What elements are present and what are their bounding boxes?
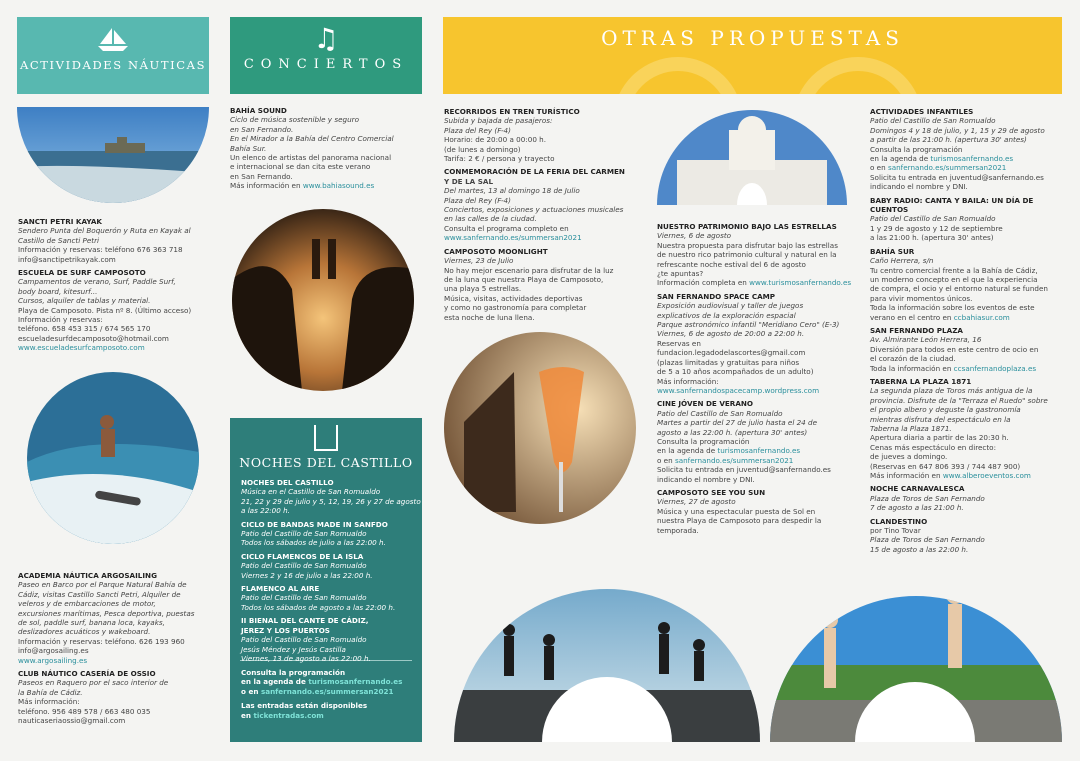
text-line [870,154,1070,163]
link[interactable]: turismosanfernando.es [930,154,1014,164]
conciertos-header [230,17,422,94]
text-line: teléfono. 956 489 578 / 663 480 035 [18,706,151,716]
event-block [870,326,1070,373]
link[interactable]: www.sanfernando.es/summersan2021 [444,233,582,243]
text-line: Consulta la programación [241,668,346,677]
event-block [870,377,1070,480]
text-line: JEREZ Y LOS PUERTOS [241,625,330,635]
text-line: No hay mejor escenario para disfrutar de la luz [444,265,614,275]
text-line: Información y reservas: [18,315,103,325]
event-block [870,196,1070,243]
text-line: provincia. Disfrute de la "Terraza el Ruedo" sobre [870,395,1048,405]
text-line: veleros y de embarcaciones de motor, [18,599,156,609]
link[interactable]: www.argosailing.es [18,655,88,665]
text-line [241,687,421,696]
text-line: Cádiz, visitas Castillo Sancti Petri, Alquiler de [18,589,181,599]
text-line: Información y reservas: teléfono 676 363 718 [18,245,183,255]
text-line [230,181,426,190]
event-title: CICLO FLAMENCOS DE LA ISLA [241,551,364,561]
text-line: de sol, paddle surf, banana loca, kayaks, [18,618,165,628]
text-line: (Reservas en 647 806 393 / 744 487 900) [870,461,1021,471]
event-block [444,247,644,322]
decorative-arc [793,57,923,94]
text-line: Todos los sábados de agosto a las 22:00 h. [241,602,396,612]
event-title: TABERNA LA PLAZA 1871 [870,376,972,386]
line-label: en la agenda de [657,446,718,456]
event-title: NOCHE CARNAVALESCA [870,484,965,494]
line-label: en la agenda de [870,154,931,164]
text-line: Caño Herrera, s/n [870,256,934,266]
text-line: por Tino Tovar [870,526,921,536]
link[interactable]: www.bahiasound.es [302,181,375,191]
text-line: Parque astronómico infantil "Meridiano Cero" (E-3) [657,320,840,330]
text-line: body board, kitesurf... [18,286,98,296]
line-label: o en [657,455,675,465]
toast-sunset-photo [232,209,414,391]
event-block [870,517,1070,555]
link[interactable]: www.turismosanfernando.es [749,278,852,288]
event-title: ACADEMIA NÁUTICA ARGOSAILING [18,571,157,580]
event-block [444,107,644,163]
text-line: excursiones marítimas, Pesca deportiva, puestas [18,608,195,618]
text-line: Viernes, 6 de agosto [657,231,732,241]
text-line: la Bahía de Cádiz. [18,687,83,697]
link[interactable]: turismosanfernando.es [308,677,403,687]
nauticas-list [18,217,214,357]
link[interactable]: ccsanfernandoplaza.es [953,363,1037,373]
text-line: Plaza de Toros de San Fernando [870,535,985,545]
event-title: SAN FERNANDO SPACE CAMP [657,291,776,301]
text-line: Información y reservas: teléfono. 626 193 960 [18,636,185,646]
text-line: Un elenco de artistas del panorama nacional [230,153,392,163]
text-line: agosto a las 22:00 h. (apertura 30' antes) [657,427,808,437]
event-title: CINE JÓVEN DE VERANO [657,399,754,409]
surfer-photo [27,372,199,544]
line-label: en [241,710,254,720]
text-line: 21, 22 y 29 de julio y 5, 12, 19, 26 y 27 de agosto [241,496,421,506]
event-block [870,247,1070,322]
event-block [241,616,421,663]
text-line: de la luna que nuestra Playa de Camposoto, [444,274,604,284]
text-line: Patio del Castillo de San Romualdo [657,408,783,418]
text-line: Plaza de Toros de San Fernando [870,493,985,503]
text-line [870,313,1070,322]
text-line: 7 de agosto a las 21:00 h. [870,503,964,513]
line-label: Más información en [870,471,943,481]
castle-sea-photo [17,107,209,203]
text-line: Viernes, 6 de agosto de 20:00 a 22:00 h. [657,329,805,339]
decorative-arc [613,57,743,94]
line-label: o en [241,686,261,696]
text-line: En el Mirador a la Bahía del Centro Comercial [230,134,394,144]
text-line: de nuestro rico patrimonio cultural y natural en la [657,250,837,260]
text-line: Conciertos, exposiciones y actuaciones musicales [444,205,624,215]
text-line: info@sanctipetrikayak.com [18,254,116,264]
text-line: fundacion.legadodelascortes@gmail.com [657,348,806,358]
line-label: o en [870,163,888,173]
otras-header [443,17,1062,94]
text-line: Patio del Castillo de San Romualdo [241,593,367,603]
event-title: CAMPOSOTO MOONLIGHT [444,246,548,256]
text-line: Ciclo de música sostenible y seguro [230,115,359,125]
link[interactable]: sanfernando.es/summersan2021 [674,455,794,465]
text-line: Plaza del Rey (F-4) [444,125,511,135]
text-line: en San Fernando. [230,171,293,181]
text-line: ¿te apuntas? [657,269,704,279]
noches-list [241,478,421,667]
text-line: indicando el nombre y DNI. [657,474,755,484]
text-line: Jesús Méndez y Jesús Castilla [241,644,346,654]
link[interactable]: www.escueladesurfcamposoto.com [18,343,145,353]
text-line: Más información: [657,376,719,386]
event-block [241,584,421,612]
conciertos-title: CONCIERTOS [243,57,409,72]
text-line: Martes a partir del 27 de julio hasta el 24 de [657,418,818,428]
otras-list-2 [657,222,862,539]
text-line: Consulta la programación [870,144,963,154]
text-line: Viernes, 27 de agosto [657,497,736,507]
text-line [870,163,1070,172]
text-line: Taberna la Plaza 1871. [870,424,952,433]
text-line: Patio del Castillo de San Romualdo [241,529,367,539]
text-line: (plazas limitadas y gratuitas para niños [657,357,800,367]
text-line: Paseos en Raquero por el saco interior de [18,678,169,688]
text-line: Horario: de 20:00 a 00:00 h. [444,135,547,145]
link[interactable]: www.sanfernandospacecamp.wordpress.com [657,385,820,395]
text-line: en las calles de la ciudad. [444,214,537,224]
text-line: 1 y 29 de agosto y 12 de septiembre [870,223,1003,233]
otras-title: OTRAS PROPUESTAS [601,26,904,50]
event-block [241,520,421,548]
noches-title: NOCHES DEL CASTILLO [239,455,413,470]
line-label: en la agenda de [241,677,309,687]
text-line: refrescante noche estival del 6 de agosto [657,259,806,269]
text-line: Cursos, alquiler de tablas y material. [18,296,151,306]
text-line: Nuestra propuesta para disfrutar bajo las estrellas [657,240,838,250]
text-line: Subida y bajada de pasajeros: [444,116,553,126]
event-title: NOCHES DEL CASTILLO [241,478,334,487]
text-line: Av. Almirante León Herrera, 16 [870,335,982,345]
otras-list-1 [444,107,644,326]
text-line: un moderno concepto en el que la experiencia [870,274,1038,284]
event-block [18,268,214,353]
text-line [870,471,1070,480]
text-line [657,278,862,287]
text-line: Reservas en [657,338,701,348]
text-line: Consulta el programa completo en [444,223,569,233]
line-label: Información completa en [657,278,750,288]
text-line: Toda la información sobre los eventos de este [870,303,1035,313]
text-line: teléfono. 658 453 315 / 674 565 170 [18,324,151,334]
text-line: escueladesurfdecamposoto@hotmail.com [18,333,169,343]
skaters-photo [770,570,1062,742]
text-line: Y DE LA SAL [444,176,494,186]
text-line: Todos los sábados de julio a las 22:00 h. [241,538,386,548]
text-line: Viernes, 13 de agosto a las 22:00 h. [241,653,371,663]
event-block [18,571,214,665]
text-line: Más información: [18,697,80,707]
text-line: Paseo en Barco por el Parque Natural Bahía de [18,580,187,590]
text-line: info@argosailing.es [18,646,89,656]
text-line [241,711,421,720]
otras-list-3 [870,107,1070,558]
text-line: indicando el nombre y DNI. [870,182,968,192]
event-title: FLAMENCO AL AIRE [241,584,320,594]
text-line: Apertura diaria a partir de las 20:30 h. [870,433,1009,443]
link[interactable]: tickentradas.com [253,710,324,720]
text-line: a las 21:00 h. (apertura 30' antes) [870,233,994,243]
text-line: una playa 5 estrellas. [444,284,522,294]
event-title: ACTIVIDADES INFANTILES [870,107,974,116]
text-line: Patio del Castillo de San Romualdo [870,116,996,126]
event-title: RECORRIDOS EN TREN TURÍSTICO [444,107,580,116]
noches-footer [241,668,421,720]
link[interactable]: www.alberoeventos.com [942,471,1031,481]
cyclists-photo [454,570,760,742]
line-label: Toda la información en [870,363,954,373]
text-line: Patio del Castillo de San Romualdo [241,635,367,645]
text-line: deslizadores acuáticos y wakeboard. [18,627,151,637]
event-title: ESCUELA DE SURF CAMPOSOTO [18,268,146,278]
event-title: SAN FERNANDO PLAZA [870,325,963,335]
event-block [657,488,862,535]
event-title: II BIENAL DEL CANTE DE CÁDIZ, [241,616,369,626]
text-line: Viernes 2 y 16 de julio a las 22:00 h. [241,570,373,580]
event-title: CLANDESTINO [870,516,928,526]
text-line: Patio del Castillo de San Romualdo [241,561,367,571]
text-line: y como no gastronomía para completar [444,303,587,313]
event-block [657,292,862,395]
event-block [870,107,1070,192]
text-line: Las entradas están disponibles [241,701,368,711]
event-title: BABY RADIO: CANTA Y BAILA: UN DÍA DE CUENTOS [870,195,1034,215]
event-block [18,669,214,725]
text-line: temporada. [657,525,699,535]
text-line: nauticaseriaossio@gmail.com [18,716,126,726]
event-title: CLUB NÁUTICO CASERÍA DE OSSIO [18,669,156,679]
text-line: La segunda plaza de Toros más antigua de la [870,386,1033,396]
text-line [241,677,421,686]
text-line: en San Fernando. [230,124,294,134]
cocktail-photo [444,332,636,524]
text-line: para vivir momentos únicos. [870,293,973,303]
sailboat-icon [96,26,130,52]
text-line: Castillo de Sancti Petri [18,235,100,245]
text-line: Tu centro comercial frente a la Bahía de Cádiz, [870,265,1038,275]
castle-icon [314,425,338,451]
text-line: Música, visitas, actividades deportivas [444,293,583,303]
text-line [870,364,1070,373]
text-line: de 5 a 10 años acompañados de un adulto) [657,367,814,377]
text-line: Plaza del Rey (F-4) [444,195,511,205]
event-block [241,478,421,516]
event-block [657,222,862,288]
text-line: Solicita tu entrada en juventud@sanfernando.es [657,465,831,475]
text-line: explicativos de la exploración espacial [657,310,796,320]
text-line: Viernes, 23 de Julio [444,256,514,266]
nauticas-title: ACTIVIDADES NÁUTICAS [19,58,207,72]
text-line [657,446,862,455]
event-title: CAMPOSOTO SEE YOU SUN [657,487,766,497]
text-line: mientras disfruta del espectáculo en la [870,414,1011,424]
text-line: esta noche de luna llena. [444,312,535,322]
event-title: BAHÍA SUR [870,246,915,256]
text-line: Campamentos de verano, Surf, Paddle Surf, [18,277,176,287]
text-line: Cenas más espectáculo en directo: [870,442,997,452]
text-line: Consulta la programación [657,436,750,446]
text-line: Tarifa: 2 € / persona y trayecto [444,154,555,164]
event-block [444,167,644,242]
text-line: de jueves a domingo. [870,452,948,462]
link[interactable]: ccbahiasur.com [953,312,1010,322]
castle-gate-photo [657,110,847,205]
nauticas-header [17,17,209,94]
text-line: e internacional se dan cita este verano [230,162,371,172]
text-line: Playa de Camposoto. Pista nº 8. (Último acceso) [18,305,192,315]
event-block [870,484,1070,512]
event-block [657,399,862,484]
text-line: Domingos 4 y 18 de julio, y 1, 15 y 29 de agosto [870,125,1045,135]
text-line: de compra, el ocio y el entorno natural se funden [870,284,1048,294]
event-title: NUESTRO PATRIMONIO BAJO LAS ESTRELLAS [657,222,837,231]
text-line: Música en el Castillo de San Romualdo [241,487,381,497]
conciertos-list [230,106,426,195]
music-note-icon: ♫ [313,22,339,55]
text-line: Solicita tu entrada en juventud@sanfernando.es [870,172,1044,182]
event-block [241,552,421,580]
event-block [230,106,426,191]
text-line: el corazón de la ciudad. [870,354,956,364]
text-line: a partir de las 21:00 h. (apertura 30' antes) [870,135,1027,145]
text-line: Sendero Punta del Boquerón y Ruta en Kayak al [18,226,191,236]
text-line: Patio del Castillo de San Romualdo [870,214,996,224]
link[interactable]: turismosanfernando.es [717,446,801,456]
text-line: Bahía Sur. [230,143,267,153]
text-line: Música y una espectacular puesta de Sol en [657,506,816,516]
text-line: Del martes, 13 al domingo 18 de Julio [444,186,580,196]
text-line: nuestra Playa de Camposoto para despedir la [657,516,822,526]
text-line: (de lunes a domingo) [444,144,521,154]
event-title: BAHÍA SOUND [230,106,287,115]
line-label: Más información en [230,181,303,191]
text-line [657,456,862,465]
link[interactable]: sanfernando.es/summersan2021 [887,163,1007,173]
nauticas-list-2 [18,571,214,730]
text-line: a las 22:00 h. [241,506,290,516]
event-title: CONMEMORACIÓN DE LA FERIA DEL CARMEN [444,167,625,177]
text-line: Diversión para todos en este centro de ocio en [870,344,1039,354]
event-title: CICLO DE BANDAS MADE IN SANFDO [241,519,388,529]
text-line: Exposición audiovisual y taller de juegos [657,301,804,311]
text-line: el propio albero y deguste la gastronomía [870,405,1021,415]
text-line: 15 de agosto a las 22:00 h. [870,544,969,554]
event-block [18,217,214,264]
line-label: verano en el centro en [870,312,954,322]
event-title: SANCTI PETRI KAYAK [18,217,102,226]
link[interactable]: sanfernando.es/summersan2021 [260,686,394,696]
